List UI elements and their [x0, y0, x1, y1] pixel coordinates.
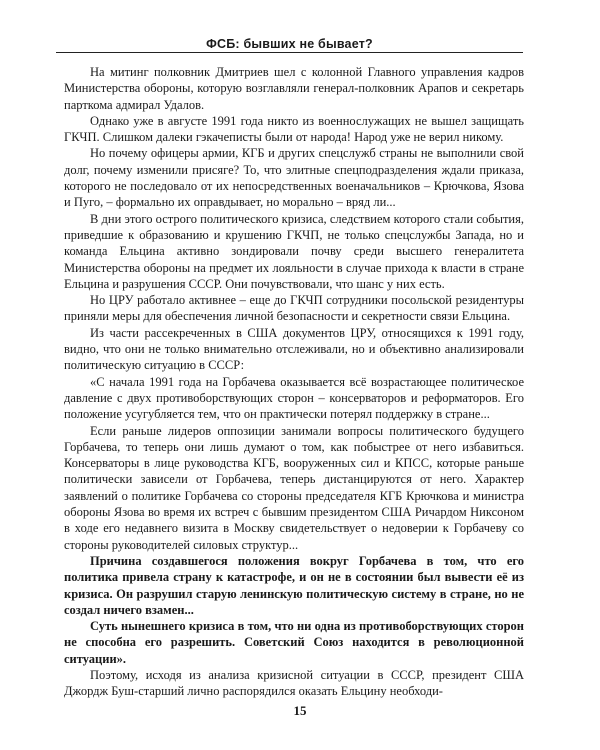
quote-paragraph: Если раньше лидеров оппозиции занимали вопросы политического будущего Горбачева, то теперь они лишь думают о том, как побыстрее от него избавиться. Консерваторы в лице руководства КГБ, вооруженных сил и КПСС, которые раньше политически зависели от Горбачева, теперь дистанцируются от него. Характер заявлений о политике Горбачева со стороны председателя КГБ Крючкова и министра обороны Язова во время их встреч с бывшим президентом США Ричардом Никсоном в ходе его недавнего визита в Москву свидетельствует о недоверии к Горбачеву со стороны руководителей силовых структур...	[64, 423, 524, 552]
paragraph: На митинг полковник Дмитриев шел с колонной Главного управления кадров Министерства обороны, которую возглавляли генерал-полковник Арапов и секретарь парткома адмирал Удалов.	[64, 65, 524, 112]
bold-quote-paragraph: Суть нынешнего кризиса в том, что ни одна из противоборствующих сторон не способна его разрешить. Советский Союз находится в революционной ситуации».	[64, 619, 524, 666]
page-number: 15	[293, 703, 307, 718]
paragraph: Но ЦРУ работало активнее – еще до ГКЧП сотрудники посольской резидентуры приняли меры для обеспечения личной безопасности и секретности связи Ельцина.	[64, 293, 524, 324]
running-head: ФСБ: бывших не бывает?	[56, 37, 523, 53]
paragraph: Из части рассекреченных в США документов ЦРУ, относящихся к 1991 году, видно, что они не только внимательно отслеживали, но и объективно анализировали политическую ситуацию в СССР:	[64, 325, 524, 373]
quote-paragraph: «С начала 1991 года на Горбачева оказывается всё возрастающее политическое давление с двух противоборствующих сторон – консерваторов и реформаторов. Его положение усугубляется тем, что он практически потерял поддержку в стране...	[64, 374, 524, 422]
paragraph: В дни этого острого политического кризиса, следствием которого стали события, приведшие к образованию и крушению ГКЧП, не только спецслужбы Запада, но и команда Ельцина активно зондировали почву среди высшего генералитета Министерства обороны на предмет их лояльности в случае прихода к власти в стране Ельцина и разрушения СССР. Они почувствовали, что шанс у них есть.	[64, 211, 524, 291]
paragraph: Но почему офицеры армии, КГБ и других спецслужб страны не выполнили свой долг, почему изменили присяге? То, что элитные спецподразделения ждали приказа, которого не последовало от их непосредственных военачальников – Крючкова, Язова и Пуго, – формально их оправдывает, но морально – вряд ли...	[64, 146, 524, 210]
bold-quote-paragraph: Причина создавшегося положения вокруг Горбачева в том, что его политика привела страну к катастрофе, и он не в состоянии был вывести её из кризиса. Он разрушил старую ленинскую политическую систему в стране, но не создал ничего взамен...	[64, 553, 524, 617]
paragraph: Однако уже в августе 1991 года никто из военнослужащих не вышел защищать ГКЧП. Слишком далеки гэкачеписты были от народа! Народ уже не верил никому.	[64, 113, 524, 145]
paragraph: Поэтому, исходя из анализа кризисной ситуации в СССР, президент США Джордж Буш-старший лично распорядился оказать Ельцину необходи-	[64, 667, 524, 699]
body-text	[64, 64, 524, 700]
